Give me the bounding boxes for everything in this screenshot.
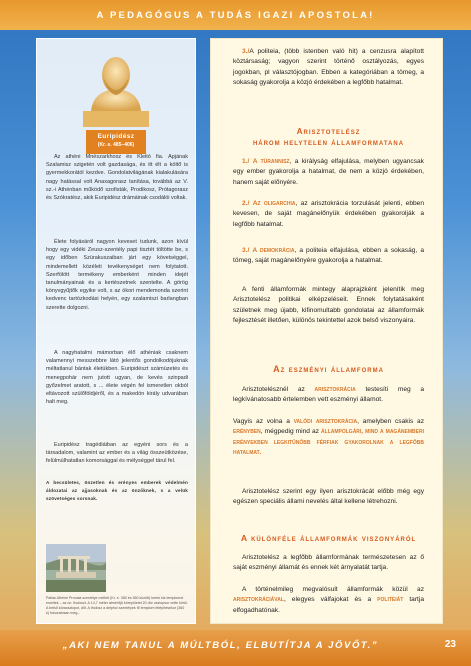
heading-ideal-state: Az eszményi államforma bbox=[273, 364, 384, 374]
oligarchy-paragraph: 2./ Az oligarchia, az arisztokrácia torzulását jelenti, ebben kevesen, de saját magánelőnyük érdekében gyakorolják a legfőbb hatalmat. bbox=[233, 200, 424, 228]
tholos-temple-photo bbox=[46, 544, 106, 592]
bio-paragraph-2: Élete folyásáról nagyon keveset tudunk, azon kívül hogy egy vidéki Zeusz-szentély papi tisztét töltötte be, s egy időben Szürakuszaiban járt egy követséggel, mindemellett közéleti tevékenységet nem folytatott. Szerfölött termékeny emberként minden idejét tanulmányainak és a kertészetnek szentelte. A görög könyvgyűjtők egyike volt, s az ókori mendemonda szerint kedvenc tartózkodási helyén, egy szalamiszi barlangban szerette dolgozni. bbox=[46, 239, 188, 311]
state-forms-paragraph: A fenti államformák mintegy alaprajzként jelenítik meg Arisztotelész politikai elképzeléseit. Ennek folytatásaként születnek meg újabb, kifinomultabb gondolatai az államformák fejlesztését illetően, különös tekintettel azok belső viszonyaira. bbox=[233, 286, 424, 324]
bio-paragraph-1: Az athéni Mnészarkhosz és Kleitó fia. Apjának Szalamisz szigetén volt gazdasága, és itt élt a költő is gyermekkorától kezdve. Gondolatvilágának kialakulására nagy hatással volt Anaxagorasz tanítása, továbbá az V. sz.-i Athénban működő szofisták, Prodikosz, Prótagorasz és Szókratész, akik Euripidész drámáinak csodálói voltak. bbox=[46, 154, 188, 202]
bio-caps-note: A becsületes, önzetlen és erényes emberek védelmén áldozatai az ajjasoknak és az önzőknek, s a velük szövetséges sorsnak. bbox=[46, 480, 188, 501]
main-text-panel bbox=[210, 38, 443, 624]
bottom-banner bbox=[0, 630, 471, 666]
heading-state-relations: A különféle államformák viszonyáról bbox=[240, 533, 417, 543]
democracy-paragraph: 3./ A demokrácia, a politeia elfajulása, ebben a sokaság, a tömeg, saját magánelőnyére gyakorolja a hatalmat. bbox=[233, 247, 424, 265]
photo-caption: Pallas Athéné Pronaia szentélye mellett (Kr. e. 380 és 360 között) kerek kis templomot emeltek – az ún. tholoszt. A 14,7 méter átmérőjű körépületet 20 dór oszlopsor vette körül. A belső köraoszlopot, állt. A tholosz a delphoi szentélyek fő templom felépítésekor (360 k) fokozatosan meg... bbox=[46, 596, 188, 615]
caption-name: Euripidész bbox=[97, 133, 135, 140]
bio-paragraph-3: A nagyhatalmi mámorban élő athéniak csaknem valamennyi messzebbre látó jelentős gondolkodójuknak méltatlanul bántak életükben. Euripidészt számüzetés és menegpohár nem jutott ugyan, de kevés szinpadi győzelmet aratott, s ... élete végén fel ismeretlen okból eltávozott szülőföldjéről, és a makedón király udvarában halt meg. bbox=[46, 350, 188, 406]
portrait-caption bbox=[86, 130, 146, 154]
historical-forms-paragraph: A történelmileg megvalósult államformák közül az arisztokráciával, elegyes válfajokat és a politeiát tartja elfogadhatónak. bbox=[233, 586, 424, 614]
euripides-bust-image bbox=[73, 47, 159, 127]
page-number: 23 bbox=[444, 639, 456, 650]
footer-quote: „AKI NEM TANUL A MÚLTBÓL, ELBUTÍTJA A JÖVŐT.” bbox=[62, 640, 379, 651]
caption-dates: (Kr. e. 485–406) bbox=[97, 142, 135, 148]
special-education-paragraph: Arisztotelész szerint egy ilyen arisztokrácát előbb még egy egészen speciális állami nevelés által kellene létrehozni. bbox=[233, 488, 424, 506]
ideal-state-paragraph: Arisztotelésznél az arisztokrácia testesíti meg a legkívánatosabb értelemben vett eszményi államot. bbox=[233, 386, 424, 404]
bio-paragraph-4: Euripidész tragédiáiban az egyéni sors és a társadalom, valamint az ember és a világ összeütközése, felülmúlhatatlan komorsággal és mélységgel tárul fel. bbox=[46, 442, 188, 465]
politeia-paragraph: 3./A politeia, (több istenben való hit) a cenzusra alapított köztársaság; vagyon szerint történő osztályozás, egyes jogokban, pl választójogban. Ebben a kategóriában a tömeg, a sokaság gyakorolja a közjó érdekében a legfőbb hatalmat. bbox=[233, 48, 424, 86]
banner-title: A PEDAGÓGUS A TUDÁS IGAZI APOSTOLA! bbox=[96, 10, 375, 21]
tyranny-paragraph: 1./ A türannisz, a királyság elfajulása, melyben ugyancsak egy ember gyakorolja a hatalmat, de nem a közjó érdekében, hanem saját előnyére. bbox=[233, 158, 424, 186]
heading-three-wrong-forms: Arisztotelész három helytelen államformatana bbox=[252, 127, 405, 147]
highest-form-paragraph: Arisztotelész a legfőbb államformának természetesen az ő saját eszményi államát és ennek két árnyalatát tartja. bbox=[233, 554, 424, 572]
true-aristocracy-paragraph: Vagyis az volna a valódi arisztokrácia, amelyben csakis az erényben, mégpedig mind az állampolgári, mind a magánemberi erényekben legkitűnőbb férfiak gyakorolnak a legfőbb hatalmat. bbox=[233, 418, 424, 456]
top-banner bbox=[0, 0, 471, 30]
left-sidebar-panel bbox=[36, 38, 196, 624]
